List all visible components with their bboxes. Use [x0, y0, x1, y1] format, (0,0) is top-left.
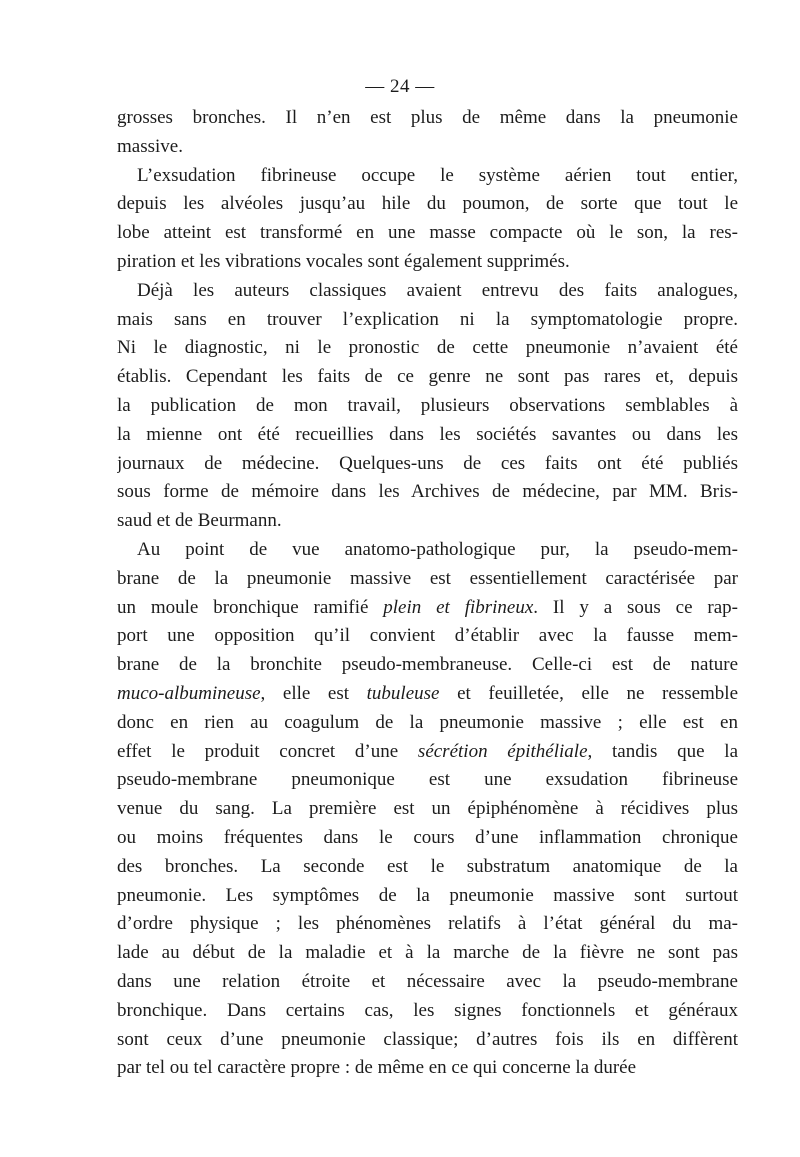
text-segment: depuis les alvéoles jusqu’au hile du poumon, de sorte que tout le [117, 193, 738, 215]
italic-text: tubuleuse [366, 682, 440, 704]
text-segment: brane de la pneumonie massive est essentiellement caractérisée par [117, 567, 738, 589]
text-segment: effet le produit concret d’une [117, 740, 418, 762]
text-segment: , elle est [260, 682, 367, 704]
text-segment: , tandis que la [587, 740, 738, 762]
text-segment: bronchique. Dans certains cas, les signes fonctionnels et généraux [117, 999, 738, 1021]
text-line [117, 594, 738, 623]
text-line [117, 997, 738, 1026]
text-segment: dans une relation étroite et nécessaire avec la pseudo-membrane [117, 970, 738, 992]
italic-text: plein et fibrineux [383, 596, 534, 618]
text-line [117, 738, 738, 767]
text-line [117, 478, 738, 507]
text-line [117, 133, 738, 162]
text-line [117, 104, 738, 133]
text-segment: donc en rien au coagulum de la pneumonie massive ; elle est en [117, 711, 738, 733]
text-segment: grosses bronches. Il n’en est plus de même dans la pneumonie [117, 107, 738, 128]
text-line [117, 277, 738, 306]
text-segment: pneumonie. Les symptômes de la pneumonie massive sont surtout [117, 884, 738, 906]
text-line [117, 1054, 738, 1083]
text-line [117, 363, 738, 392]
text-segment: port une opposition qu’il convient d’établir avec la fausse mem- [117, 625, 738, 647]
text-line [117, 306, 738, 335]
text-segment: sous forme de mémoire dans les Archives de médecine, par MM. Bris- [117, 481, 738, 503]
text-line [117, 651, 738, 680]
text-line [117, 162, 738, 191]
text-line [117, 853, 738, 882]
text-segment: pseudo-membrane pneumonique est une exsudation fibrineuse [117, 769, 738, 791]
text-segment: et feuilletée, elle ne ressemble [439, 682, 738, 704]
text-segment: L’exsudation fibrineuse occupe le système aérien tout entier, [137, 164, 738, 186]
text-segment: journaux de médecine. Quelques-uns de ces faits ont été publiés [117, 452, 738, 474]
text-segment: Ni le diagnostic, ni le pronostic de cette pneumonie n’avaient été [117, 337, 738, 359]
text-segment: d’ordre physique ; les phénomènes relatifs à l’état général du ma- [117, 913, 738, 935]
text-segment: saud et de Beurmann. [117, 510, 282, 532]
text-segment: établis. Cependant les faits de ce genre ne sont pas rares et, depuis [117, 366, 738, 388]
text-segment: la mienne ont été recueillies dans les sociétés savantes ou dans les [117, 423, 738, 445]
text-segment: sont ceux d’une pneumonie classique; d’autres fois ils en diffèrent [117, 1028, 738, 1050]
page-number: — 24 — [365, 76, 435, 97]
text-line [117, 766, 738, 795]
text-line [117, 680, 738, 709]
text-line [117, 421, 738, 450]
text-line [117, 882, 738, 911]
text-line [117, 219, 738, 248]
text-segment: brane de la bronchite pseudo-membraneuse. Celle-ci est de nature [117, 654, 738, 676]
text-segment: lobe atteint est transformé en une masse compacte où le son, la res- [117, 222, 738, 244]
text-line [117, 248, 738, 277]
text-line [117, 392, 738, 421]
text-segment: massive. [117, 135, 183, 157]
text-segment: mais sans en trouver l’explication ni la symptomatologie propre. [117, 308, 738, 330]
text-segment: . Il y a sous ce rap- [533, 596, 738, 618]
text-segment: la publication de mon travail, plusieurs observations semblables à [117, 394, 738, 416]
text-segment: lade au début de la maladie et à la marche de la fièvre ne sont pas [117, 942, 738, 964]
text-line [117, 1026, 738, 1055]
text-line [117, 910, 738, 939]
text-line [117, 565, 738, 594]
text-line [117, 709, 738, 738]
text-segment: ou moins fréquentes dans le cours d’une inflammation chronique [117, 826, 738, 848]
text-segment: Au point de vue anatomo-pathologique pur, la pseudo-mem- [137, 538, 738, 560]
text-line [117, 450, 738, 479]
text-segment: des bronches. La seconde est le substratum anatomique de la [117, 855, 738, 877]
text-line [117, 824, 738, 853]
text-line [117, 334, 738, 363]
text-segment: par tel ou tel caractère propre : de même en ce qui concerne la durée [117, 1057, 637, 1079]
text-segment: piration et les vibrations vocales sont également supprimés. [117, 250, 570, 272]
text-line [117, 939, 738, 968]
text-segment: Déjà les auteurs classiques avaient entrevu des faits analogues, [137, 279, 738, 301]
italic-text: muco-albumineuse [117, 682, 261, 704]
text-segment: un moule bronchique ramifié [117, 596, 384, 618]
text-line [117, 622, 738, 651]
text-line [117, 536, 738, 565]
body-text [117, 104, 738, 1083]
text-segment: venue du sang. La première est un épiphénomène à récidives plus [117, 798, 738, 820]
text-line [117, 507, 738, 536]
text-line [117, 190, 738, 219]
italic-text: sécrétion épithéliale [417, 740, 588, 762]
text-line [117, 968, 738, 997]
text-line [117, 795, 738, 824]
